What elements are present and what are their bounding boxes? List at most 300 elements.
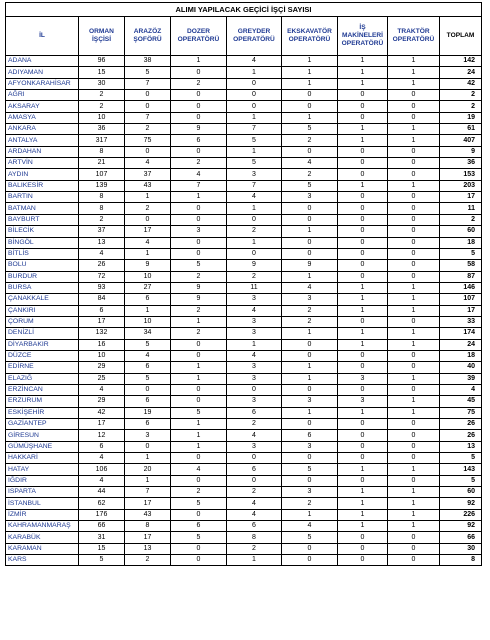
greyder-operatoru-cell: 0 [227, 78, 282, 89]
table-row [6, 509, 482, 520]
header-greyder-operatoru: GREYDER OPERATÖRÜ [227, 17, 282, 56]
dozer-operatoru-cell: 2 [171, 78, 227, 89]
greyder-operatoru-cell: 3 [227, 316, 282, 327]
toplam-cell: 226 [440, 509, 482, 520]
dozer-operatoru-cell: 0 [171, 453, 227, 464]
ekskavator-operatoru-cell: 0 [282, 453, 338, 464]
ekskavator-operatoru-cell: 2 [282, 498, 338, 509]
is-makineleri-operatoru-cell: 0 [338, 555, 388, 566]
traktor-operatoru-cell: 0 [388, 555, 440, 566]
is-makineleri-operatoru-cell: 0 [338, 475, 388, 486]
greyder-operatoru-cell: 5 [227, 135, 282, 146]
dozer-operatoru-cell: 3 [171, 226, 227, 237]
orman-iscisi-cell: 16 [79, 339, 125, 350]
is-makineleri-operatoru-cell: 0 [338, 362, 388, 373]
dozer-operatoru-cell: 9 [171, 124, 227, 135]
province-cell: ÇANKIRI [6, 305, 79, 316]
dozer-operatoru-cell: 7 [171, 180, 227, 191]
province-cell: KARABÜK [6, 532, 79, 543]
orman-iscisi-cell: 25 [79, 373, 125, 384]
ekskavator-operatoru-cell: 1 [282, 271, 338, 282]
dozer-operatoru-cell: 2 [171, 487, 227, 498]
orman-iscisi-cell: 8 [79, 192, 125, 203]
is-makineleri-operatoru-cell: 0 [338, 90, 388, 101]
hiring-table [5, 2, 482, 566]
province-cell: BATMAN [6, 203, 79, 214]
toplam-cell: 146 [440, 282, 482, 293]
orman-iscisi-cell: 42 [79, 407, 125, 418]
arazoz-soforu-cell: 1 [125, 453, 171, 464]
province-cell: BAYBURT [6, 214, 79, 225]
table-row [6, 441, 482, 452]
ekskavator-operatoru-cell: 5 [282, 124, 338, 135]
greyder-operatoru-cell: 1 [227, 67, 282, 78]
province-cell: BİNGÖL [6, 237, 79, 248]
greyder-operatoru-cell: 9 [227, 260, 282, 271]
traktor-operatoru-cell: 1 [388, 180, 440, 191]
dozer-operatoru-cell: 2 [171, 271, 227, 282]
orman-iscisi-cell: 13 [79, 237, 125, 248]
traktor-operatoru-cell: 0 [388, 169, 440, 180]
traktor-operatoru-cell: 0 [388, 260, 440, 271]
toplam-cell: 174 [440, 328, 482, 339]
traktor-operatoru-cell: 1 [388, 373, 440, 384]
table-title: ALIMI YAPILACAK GEÇİCİ İŞÇİ SAYISI [6, 3, 482, 17]
dozer-operatoru-cell: 2 [171, 305, 227, 316]
table-row [6, 487, 482, 498]
traktor-operatoru-cell: 1 [388, 464, 440, 475]
orman-iscisi-cell: 93 [79, 282, 125, 293]
toplam-cell: 26 [440, 419, 482, 430]
toplam-cell: 143 [440, 464, 482, 475]
table-row [6, 464, 482, 475]
dozer-operatoru-cell: 0 [171, 67, 227, 78]
province-cell: İZMİR [6, 509, 79, 520]
toplam-cell: 92 [440, 498, 482, 509]
arazoz-soforu-cell: 8 [125, 521, 171, 532]
traktor-operatoru-cell: 1 [388, 305, 440, 316]
greyder-operatoru-cell: 6 [227, 407, 282, 418]
ekskavator-operatoru-cell: 2 [282, 305, 338, 316]
is-makineleri-operatoru-cell: 0 [338, 101, 388, 112]
dozer-operatoru-cell: 1 [171, 192, 227, 203]
header-dozer-operatoru: DOZER OPERATÖRÜ [171, 17, 227, 56]
is-makineleri-operatoru-cell: 1 [338, 407, 388, 418]
traktor-operatoru-cell: 0 [388, 419, 440, 430]
orman-iscisi-cell: 26 [79, 260, 125, 271]
greyder-operatoru-cell: 1 [227, 112, 282, 123]
orman-iscisi-cell: 62 [79, 498, 125, 509]
traktor-operatoru-cell: 0 [388, 226, 440, 237]
orman-iscisi-cell: 10 [79, 112, 125, 123]
greyder-operatoru-cell: 3 [227, 441, 282, 452]
is-makineleri-operatoru-cell: 1 [338, 135, 388, 146]
dozer-operatoru-cell: 0 [171, 214, 227, 225]
dozer-operatoru-cell: 1 [171, 430, 227, 441]
province-cell: İSTANBUL [6, 498, 79, 509]
toplam-cell: 2 [440, 101, 482, 112]
toplam-cell: 203 [440, 180, 482, 191]
arazoz-soforu-cell: 20 [125, 464, 171, 475]
traktor-operatoru-cell: 0 [388, 441, 440, 452]
is-makineleri-operatoru-cell: 1 [338, 339, 388, 350]
arazoz-soforu-cell: 7 [125, 112, 171, 123]
table-row [6, 339, 482, 350]
province-cell: HAKKARİ [6, 453, 79, 464]
table-row [6, 203, 482, 214]
toplam-cell: 33 [440, 316, 482, 327]
toplam-cell: 87 [440, 271, 482, 282]
table-body [6, 56, 482, 566]
orman-iscisi-cell: 30 [79, 78, 125, 89]
dozer-operatoru-cell: 6 [171, 521, 227, 532]
arazoz-soforu-cell: 10 [125, 271, 171, 282]
is-makineleri-operatoru-cell: 0 [338, 271, 388, 282]
dozer-operatoru-cell: 0 [171, 112, 227, 123]
arazoz-soforu-cell: 2 [125, 555, 171, 566]
province-cell: ELAZIĞ [6, 373, 79, 384]
dozer-operatoru-cell: 1 [171, 419, 227, 430]
ekskavator-operatoru-cell: 0 [282, 475, 338, 486]
arazoz-soforu-cell: 1 [125, 475, 171, 486]
arazoz-soforu-cell: 5 [125, 373, 171, 384]
orman-iscisi-cell: 2 [79, 214, 125, 225]
table-row [6, 362, 482, 373]
ekskavator-operatoru-cell: 1 [282, 407, 338, 418]
arazoz-soforu-cell: 2 [125, 203, 171, 214]
table-row [6, 282, 482, 293]
ekskavator-operatoru-cell: 0 [282, 101, 338, 112]
dozer-operatoru-cell: 0 [171, 509, 227, 520]
toplam-cell: 30 [440, 543, 482, 554]
traktor-operatoru-cell: 0 [388, 271, 440, 282]
traktor-operatoru-cell: 0 [388, 203, 440, 214]
is-makineleri-operatoru-cell: 1 [338, 124, 388, 135]
ekskavator-operatoru-cell: 4 [282, 282, 338, 293]
province-cell: BİTLİS [6, 248, 79, 259]
ekskavator-operatoru-cell: 5 [282, 532, 338, 543]
traktor-operatoru-cell: 1 [388, 509, 440, 520]
arazoz-soforu-cell: 43 [125, 180, 171, 191]
hiring-table-sheet [5, 2, 481, 566]
orman-iscisi-cell: 96 [79, 56, 125, 67]
traktor-operatoru-cell: 0 [388, 384, 440, 395]
table-row [6, 316, 482, 327]
province-cell: GAZİANTEP [6, 419, 79, 430]
dozer-operatoru-cell: 0 [171, 248, 227, 259]
dozer-operatoru-cell: 0 [171, 475, 227, 486]
province-cell: BİLECİK [6, 226, 79, 237]
toplam-cell: 60 [440, 487, 482, 498]
traktor-operatoru-cell: 1 [388, 498, 440, 509]
orman-iscisi-cell: 31 [79, 532, 125, 543]
table-row [6, 248, 482, 259]
orman-iscisi-cell: 15 [79, 543, 125, 554]
orman-iscisi-cell: 2 [79, 90, 125, 101]
is-makineleri-operatoru-cell: 0 [338, 350, 388, 361]
table-row [6, 294, 482, 305]
is-makineleri-operatoru-cell: 0 [338, 419, 388, 430]
toplam-cell: 107 [440, 294, 482, 305]
ekskavator-operatoru-cell: 1 [282, 328, 338, 339]
traktor-operatoru-cell: 0 [388, 543, 440, 554]
traktor-operatoru-cell: 1 [388, 396, 440, 407]
orman-iscisi-cell: 317 [79, 135, 125, 146]
orman-iscisi-cell: 6 [79, 305, 125, 316]
greyder-operatoru-cell: 4 [227, 192, 282, 203]
arazoz-soforu-cell: 5 [125, 339, 171, 350]
toplam-cell: 17 [440, 305, 482, 316]
dozer-operatoru-cell: 1 [171, 362, 227, 373]
orman-iscisi-cell: 106 [79, 464, 125, 475]
is-makineleri-operatoru-cell: 3 [338, 373, 388, 384]
traktor-operatoru-cell: 1 [388, 339, 440, 350]
is-makineleri-operatoru-cell: 1 [338, 78, 388, 89]
ekskavator-operatoru-cell: 0 [282, 90, 338, 101]
province-cell: GİRESUN [6, 430, 79, 441]
toplam-cell: 75 [440, 407, 482, 418]
arazoz-soforu-cell: 4 [125, 158, 171, 169]
arazoz-soforu-cell: 1 [125, 305, 171, 316]
dozer-operatoru-cell: 9 [171, 282, 227, 293]
dozer-operatoru-cell: 5 [171, 498, 227, 509]
table-row [6, 158, 482, 169]
ekskavator-operatoru-cell: 3 [282, 294, 338, 305]
toplam-cell: 142 [440, 56, 482, 67]
ekskavator-operatoru-cell: 3 [282, 441, 338, 452]
arazoz-soforu-cell: 5 [125, 67, 171, 78]
ekskavator-operatoru-cell: 0 [282, 419, 338, 430]
province-cell: ESKİŞEHİR [6, 407, 79, 418]
orman-iscisi-cell: 4 [79, 248, 125, 259]
toplam-cell: 17 [440, 192, 482, 203]
province-cell: ADIYAMAN [6, 67, 79, 78]
dozer-operatoru-cell: 0 [171, 396, 227, 407]
dozer-operatoru-cell: 6 [171, 135, 227, 146]
ekskavator-operatoru-cell: 1 [282, 226, 338, 237]
greyder-operatoru-cell: 0 [227, 475, 282, 486]
greyder-operatoru-cell: 1 [227, 203, 282, 214]
dozer-operatoru-cell: 1 [171, 56, 227, 67]
header-traktor-operatoru: TRAKTÖR OPERATÖRÜ [388, 17, 440, 56]
ekskavator-operatoru-cell: 0 [282, 339, 338, 350]
traktor-operatoru-cell: 0 [388, 453, 440, 464]
traktor-operatoru-cell: 1 [388, 78, 440, 89]
greyder-operatoru-cell: 1 [227, 237, 282, 248]
arazoz-soforu-cell: 13 [125, 543, 171, 554]
traktor-operatoru-cell: 1 [388, 294, 440, 305]
table-row [6, 521, 482, 532]
traktor-operatoru-cell: 0 [388, 430, 440, 441]
table-row [6, 135, 482, 146]
greyder-operatoru-cell: 1 [227, 146, 282, 157]
arazoz-soforu-cell: 75 [125, 135, 171, 146]
orman-iscisi-cell: 4 [79, 384, 125, 395]
table-row [6, 169, 482, 180]
toplam-cell: 45 [440, 396, 482, 407]
toplam-cell: 2 [440, 214, 482, 225]
ekskavator-operatoru-cell: 2 [282, 316, 338, 327]
dozer-operatoru-cell: 5 [171, 407, 227, 418]
toplam-cell: 9 [440, 146, 482, 157]
table-row [6, 260, 482, 271]
toplam-cell: 5 [440, 248, 482, 259]
ekskavator-operatoru-cell: 1 [282, 509, 338, 520]
greyder-operatoru-cell: 8 [227, 532, 282, 543]
province-cell: KAHRAMANMARAŞ [6, 521, 79, 532]
greyder-operatoru-cell: 6 [227, 464, 282, 475]
traktor-operatoru-cell: 0 [388, 237, 440, 248]
dozer-operatoru-cell: 1 [171, 373, 227, 384]
arazoz-soforu-cell: 7 [125, 78, 171, 89]
province-cell: BURSA [6, 282, 79, 293]
orman-iscisi-cell: 66 [79, 521, 125, 532]
table-row [6, 56, 482, 67]
is-makineleri-operatoru-cell: 0 [338, 453, 388, 464]
toplam-cell: 40 [440, 362, 482, 373]
greyder-operatoru-cell: 2 [227, 419, 282, 430]
greyder-operatoru-cell: 3 [227, 169, 282, 180]
is-makineleri-operatoru-cell: 0 [338, 430, 388, 441]
arazoz-soforu-cell: 0 [125, 90, 171, 101]
ekskavator-operatoru-cell: 1 [282, 112, 338, 123]
province-cell: GÜMÜŞHANE [6, 441, 79, 452]
table-row [6, 475, 482, 486]
header-arazoz-soforu: ARAZÖZ ŞOFÖRÜ [125, 17, 171, 56]
ekskavator-operatoru-cell: 4 [282, 521, 338, 532]
arazoz-soforu-cell: 0 [125, 101, 171, 112]
table-row [6, 543, 482, 554]
orman-iscisi-cell: 5 [79, 555, 125, 566]
arazoz-soforu-cell: 7 [125, 487, 171, 498]
province-cell: ÇANAKKALE [6, 294, 79, 305]
ekskavator-operatoru-cell: 0 [282, 248, 338, 259]
table-row [6, 498, 482, 509]
is-makineleri-operatoru-cell: 0 [338, 260, 388, 271]
greyder-operatoru-cell: 0 [227, 101, 282, 112]
orman-iscisi-cell: 29 [79, 362, 125, 373]
toplam-cell: 36 [440, 158, 482, 169]
is-makineleri-operatoru-cell: 1 [338, 305, 388, 316]
traktor-operatoru-cell: 0 [388, 101, 440, 112]
province-cell: DÜZCE [6, 350, 79, 361]
table-row [6, 430, 482, 441]
is-makineleri-operatoru-cell: 1 [338, 67, 388, 78]
toplam-cell: 26 [440, 430, 482, 441]
table-row [6, 384, 482, 395]
ekskavator-operatoru-cell: 1 [282, 67, 338, 78]
arazoz-soforu-cell: 0 [125, 146, 171, 157]
table-row [6, 146, 482, 157]
dozer-operatoru-cell: 2 [171, 328, 227, 339]
traktor-operatoru-cell: 1 [388, 282, 440, 293]
province-cell: ÇORUM [6, 316, 79, 327]
arazoz-soforu-cell: 1 [125, 248, 171, 259]
arazoz-soforu-cell: 37 [125, 169, 171, 180]
orman-iscisi-cell: 84 [79, 294, 125, 305]
arazoz-soforu-cell: 38 [125, 56, 171, 67]
orman-iscisi-cell: 6 [79, 441, 125, 452]
is-makineleri-operatoru-cell: 1 [338, 487, 388, 498]
is-makineleri-operatoru-cell: 1 [338, 498, 388, 509]
ekskavator-operatoru-cell: 3 [282, 396, 338, 407]
is-makineleri-operatoru-cell: 1 [338, 56, 388, 67]
table-row [6, 67, 482, 78]
orman-iscisi-cell: 29 [79, 396, 125, 407]
arazoz-soforu-cell: 6 [125, 294, 171, 305]
is-makineleri-operatoru-cell: 0 [338, 441, 388, 452]
orman-iscisi-cell: 107 [79, 169, 125, 180]
dozer-operatoru-cell: 0 [171, 384, 227, 395]
dozer-operatoru-cell: 0 [171, 203, 227, 214]
header-row [6, 17, 482, 56]
greyder-operatoru-cell: 11 [227, 282, 282, 293]
orman-iscisi-cell: 2 [79, 101, 125, 112]
greyder-operatoru-cell: 4 [227, 350, 282, 361]
toplam-cell: 2 [440, 90, 482, 101]
greyder-operatoru-cell: 3 [227, 373, 282, 384]
is-makineleri-operatoru-cell: 1 [338, 282, 388, 293]
province-cell: ISPARTA [6, 487, 79, 498]
table-row [6, 226, 482, 237]
greyder-operatoru-cell: 3 [227, 294, 282, 305]
greyder-operatoru-cell: 3 [227, 362, 282, 373]
is-makineleri-operatoru-cell: 0 [338, 237, 388, 248]
greyder-operatoru-cell: 0 [227, 90, 282, 101]
header-is-makineleri-operatoru: İŞ MAKİNELERİ OPERATÖRÜ [338, 17, 388, 56]
province-cell: BOLU [6, 260, 79, 271]
dozer-operatoru-cell: 5 [171, 260, 227, 271]
province-cell: HATAY [6, 464, 79, 475]
table-row [6, 453, 482, 464]
ekskavator-operatoru-cell: 1 [282, 362, 338, 373]
arazoz-soforu-cell: 17 [125, 532, 171, 543]
arazoz-soforu-cell: 6 [125, 419, 171, 430]
greyder-operatoru-cell: 6 [227, 521, 282, 532]
traktor-operatoru-cell: 0 [388, 316, 440, 327]
arazoz-soforu-cell: 9 [125, 260, 171, 271]
arazoz-soforu-cell: 6 [125, 362, 171, 373]
toplam-cell: 407 [440, 135, 482, 146]
arazoz-soforu-cell: 27 [125, 282, 171, 293]
arazoz-soforu-cell: 43 [125, 509, 171, 520]
toplam-cell: 61 [440, 124, 482, 135]
dozer-operatoru-cell: 0 [171, 101, 227, 112]
header-ekskavator-operatoru: EKSKAVATÖR OPERATÖRÜ [282, 17, 338, 56]
is-makineleri-operatoru-cell: 0 [338, 532, 388, 543]
greyder-operatoru-cell: 2 [227, 226, 282, 237]
toplam-cell: 24 [440, 339, 482, 350]
dozer-operatoru-cell: 5 [171, 532, 227, 543]
orman-iscisi-cell: 72 [79, 271, 125, 282]
traktor-operatoru-cell: 0 [388, 475, 440, 486]
orman-iscisi-cell: 44 [79, 487, 125, 498]
traktor-operatoru-cell: 1 [388, 124, 440, 135]
greyder-operatoru-cell: 1 [227, 339, 282, 350]
table-row [6, 78, 482, 89]
greyder-operatoru-cell: 0 [227, 384, 282, 395]
arazoz-soforu-cell: 4 [125, 237, 171, 248]
is-makineleri-operatoru-cell: 0 [338, 203, 388, 214]
traktor-operatoru-cell: 0 [388, 532, 440, 543]
province-cell: EDİRNE [6, 362, 79, 373]
arazoz-soforu-cell: 10 [125, 316, 171, 327]
arazoz-soforu-cell: 4 [125, 350, 171, 361]
greyder-operatoru-cell: 3 [227, 396, 282, 407]
traktor-operatoru-cell: 0 [388, 350, 440, 361]
traktor-operatoru-cell: 1 [388, 407, 440, 418]
table-row [6, 305, 482, 316]
